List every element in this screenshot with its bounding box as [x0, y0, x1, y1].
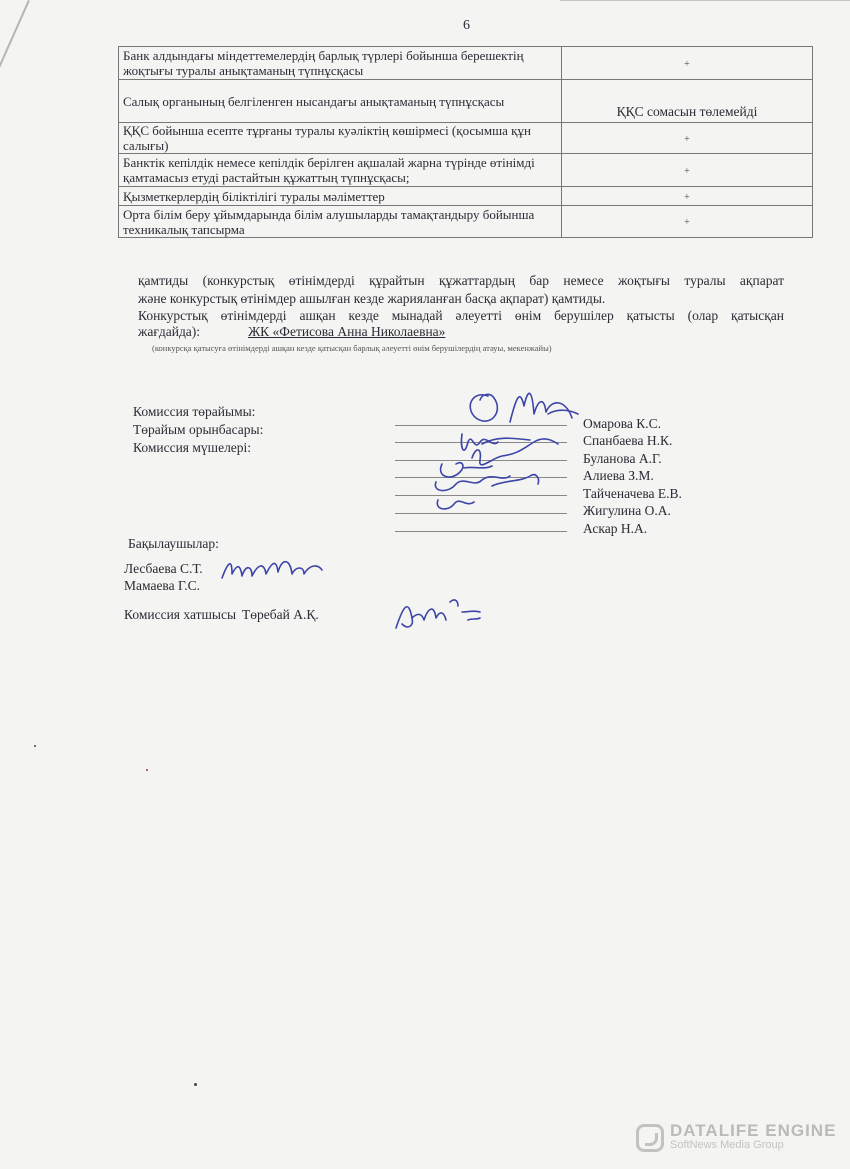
observers-title: Бақылаушылар: — [128, 536, 219, 551]
participant-name: ЖК «Фетисова Анна Николаевна» — [248, 324, 446, 339]
member-name: Спанбаева Н.К. — [583, 433, 673, 448]
watermark — [636, 1120, 836, 1156]
secretary-label: Комиссия хатшысы — [124, 607, 237, 622]
scan-dot — [146, 769, 148, 771]
page-number: 6 — [463, 18, 470, 33]
value-cell — [562, 154, 813, 187]
scan-top-edge — [560, 0, 850, 1]
member-name: Тайченачева Е.В. — [583, 486, 682, 501]
chair-label: Комиссия төрайымы: — [133, 404, 256, 419]
datalife-logo-icon — [636, 1124, 664, 1152]
table-row — [119, 154, 813, 187]
value-text: ҚҚС сомасын төлемейді — [616, 104, 758, 119]
secretary-line — [124, 607, 319, 623]
secretary-name: Төребай А.Қ. — [242, 607, 319, 622]
secretary-signature — [388, 590, 488, 635]
scan-dot — [34, 745, 36, 747]
requirements-table — [118, 46, 813, 238]
value-mark: + — [684, 58, 690, 70]
member-name: Жигулина О.А. — [583, 503, 671, 518]
participants-label: жағдайда): — [138, 324, 201, 339]
value-mark: + — [684, 165, 690, 177]
participants-line — [138, 324, 445, 340]
watermark-subtitle: SoftNews Media Group — [670, 1139, 784, 1151]
member-name: Омарова К.С. — [583, 416, 662, 431]
member-name: Алиева З.М. — [583, 468, 654, 483]
requirement-cell: Қызметкерлердің біліктілігі туралы мәліметтер — [119, 187, 562, 206]
requirement-cell: ҚҚС бойынша есепте тұрғаны туралы куәліктің көшірмесі (қосымша құн салығы) — [119, 123, 562, 154]
table-row — [119, 80, 813, 123]
value-cell — [562, 123, 813, 154]
table-row — [119, 206, 813, 238]
scan-dot — [194, 1083, 197, 1086]
paragraph-line-3: Конкурстық өтінімдерді ашқан кезде мынадай әлеуетті өнім берушілер қатысты (олар қатысқан — [138, 308, 784, 323]
table-row — [119, 123, 813, 154]
requirement-cell: Салық органының белгіленген нысандағы анықтаманың түпнұсқасы — [119, 80, 562, 123]
watermark-title: DATALIFE ENGINE — [670, 1121, 837, 1140]
table-row — [119, 187, 813, 206]
requirement-cell: Банктік кепілдік немесе кепілдік берілген ақшалай жарна түрінде өтінімді қамтамасыз етуді растайтын құжаттың түпнұсқасы; — [119, 154, 562, 187]
value-mark: + — [684, 191, 690, 203]
observer-name: Лесбаева С.Т. — [124, 561, 203, 576]
paragraph-line-1: қамтиды (конкурстық өтінімдерді құрайтын құжаттардың бар немесе жоқтығы туралы ақпарат — [138, 273, 784, 288]
value-cell — [562, 206, 813, 238]
value-mark: + — [684, 217, 690, 228]
commission-signatures — [420, 378, 600, 518]
scan-edge-line — [0, 0, 30, 138]
members-label: Комиссия мүшелері: — [133, 440, 252, 455]
paragraph-line-2: және конкурстық өтінімдер ашылған кезде жарияланған басқа ақпарат) қамтиды. — [138, 291, 606, 306]
deputy-label: Төрайым орынбасары: — [133, 422, 264, 437]
observer-signature — [218, 548, 328, 588]
requirement-cell: Банк алдындағы міндеттемелердің барлық түрлері бойынша берешектің жоқтығы туралы анықтаманың түпнұсқасы — [119, 47, 562, 80]
value-cell — [562, 47, 813, 80]
value-cell — [562, 80, 813, 123]
member-name: Буланова А.Г. — [583, 451, 662, 466]
participants-note: (конкурсқа қатысуға өтінімдерді ашқан кезде қатысқан барлық әлеуетті өнім берушілердің атауы, мекенжайы) — [152, 343, 552, 353]
observer-name: Мамаева Г.С. — [124, 578, 201, 593]
value-cell — [562, 187, 813, 206]
member-name: Аскар Н.А. — [583, 521, 648, 536]
signature-line — [395, 531, 567, 532]
requirement-cell: Орта білім беру ұйымдарында білім алушыларды тамақтандыру бойынша техникалық тапсырма — [119, 206, 562, 238]
value-mark: + — [684, 133, 690, 145]
table-row — [119, 47, 813, 80]
